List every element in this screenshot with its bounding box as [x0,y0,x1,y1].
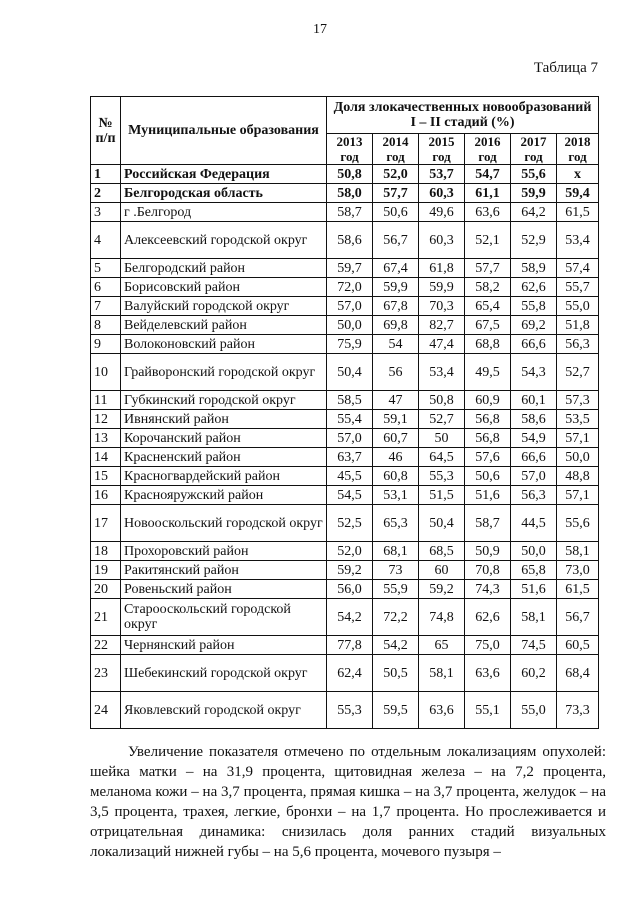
value-cell: х [557,165,599,184]
value-cell: 58,1 [419,655,465,692]
value-cell: 54 [373,335,419,354]
value-cell: 64,2 [511,203,557,222]
value-cell: 55,0 [557,297,599,316]
value-cell: 56 [373,354,419,391]
municipality-name: Красногвардейский район [121,467,327,486]
municipality-name: Белгородский район [121,259,327,278]
value-cell: 56,7 [557,599,599,636]
value-cell: 52,7 [557,354,599,391]
value-cell: 60,7 [373,429,419,448]
value-cell: 55,9 [373,580,419,599]
value-cell: 53,4 [419,354,465,391]
row-number: 3 [91,203,121,222]
value-cell: 82,7 [419,316,465,335]
municipality-name: Вейделевский район [121,316,327,335]
value-cell: 62,6 [465,599,511,636]
value-cell: 57,1 [557,429,599,448]
value-cell: 52,1 [465,222,511,259]
value-cell: 60 [419,561,465,580]
value-cell: 73 [373,561,419,580]
value-cell: 64,5 [419,448,465,467]
table-row [91,580,599,599]
municipality-name: Валуйский городской округ [121,297,327,316]
value-cell: 49,5 [465,354,511,391]
municipality-name: Чернянский район [121,636,327,655]
value-cell: 63,6 [465,655,511,692]
value-cell: 61,5 [557,580,599,599]
value-cell: 55,7 [557,278,599,297]
value-cell: 47 [373,391,419,410]
value-cell: 46 [373,448,419,467]
row-number: 14 [91,448,121,467]
table-row [91,486,599,505]
table-caption: Таблица 7 [533,60,598,76]
header-year: 2016 год [465,134,511,165]
value-cell: 62,6 [511,278,557,297]
row-number: 18 [91,542,121,561]
table-row [91,505,599,542]
value-cell: 61,5 [557,203,599,222]
value-cell: 54,3 [511,354,557,391]
value-cell: 56,0 [327,580,373,599]
value-cell: 59,2 [419,580,465,599]
value-cell: 47,4 [419,335,465,354]
value-cell: 60,3 [419,222,465,259]
table-row [91,165,599,184]
paragraph-text: Увеличение показателя отмечено по отдельным локализациям опухолей: шейка матки – на 31,9 процента, щитовидная железа – на 7,2 процента, меланома кожи – на 3,7 процента, прямая кишка – на 3,7 процента, желудок – на 3,5 процента, трахея, легкие, бронхи – на 1,7 процента. Но прослеживается и отрицательная динамика: снизилась доля ранних стадий визуальных локализаций нижней губы – на 5,6 процента, мочевого пузыря – [90,744,606,860]
value-cell: 58,6 [327,222,373,259]
table-row [91,278,599,297]
municipality-name: Российская Федерация [121,165,327,184]
value-cell: 74,8 [419,599,465,636]
municipality-name: Волоконовский район [121,335,327,354]
page-number: 17 [313,22,327,37]
value-cell: 72,2 [373,599,419,636]
value-cell: 54,2 [373,636,419,655]
header-year: 2013 год [327,134,373,165]
value-cell: 72,0 [327,278,373,297]
value-cell: 50,6 [465,467,511,486]
value-cell: 67,4 [373,259,419,278]
value-cell: 50,8 [327,165,373,184]
value-cell: 63,6 [419,692,465,729]
table-row [91,335,599,354]
row-number: 23 [91,655,121,692]
value-cell: 52,0 [373,165,419,184]
table-row [91,655,599,692]
value-cell: 54,7 [465,165,511,184]
value-cell: 61,8 [419,259,465,278]
value-cell: 65,3 [373,505,419,542]
row-number: 15 [91,467,121,486]
value-cell: 58,0 [327,184,373,203]
value-cell: 73,3 [557,692,599,729]
value-cell: 57,1 [557,486,599,505]
value-cell: 63,6 [465,203,511,222]
value-cell: 52,5 [327,505,373,542]
value-cell: 59,7 [327,259,373,278]
value-cell: 70,3 [419,297,465,316]
municipality-name: Борисовский район [121,278,327,297]
value-cell: 49,6 [419,203,465,222]
value-cell: 69,2 [511,316,557,335]
value-cell: 50,9 [465,542,511,561]
value-cell: 77,8 [327,636,373,655]
municipality-name: Шебекинский городской округ [121,655,327,692]
header-group: Доля злокачественных новообразований I – II стадий (%) [327,97,599,134]
value-cell: 52,0 [327,542,373,561]
municipality-name: Грайворонский городской округ [121,354,327,391]
value-cell: 59,4 [557,184,599,203]
value-cell: 55,6 [557,505,599,542]
row-number: 6 [91,278,121,297]
municipality-name: Прохоровский район [121,542,327,561]
value-cell: 68,1 [373,542,419,561]
value-cell: 58,6 [511,410,557,429]
value-cell: 74,3 [465,580,511,599]
value-cell: 55,3 [419,467,465,486]
value-cell: 66,6 [511,448,557,467]
value-cell: 50 [419,429,465,448]
row-number: 10 [91,354,121,391]
value-cell: 60,5 [557,636,599,655]
value-cell: 65,4 [465,297,511,316]
municipality-name: Белгородская область [121,184,327,203]
value-cell: 56,3 [511,486,557,505]
value-cell: 53,1 [373,486,419,505]
value-cell: 62,4 [327,655,373,692]
row-number: 16 [91,486,121,505]
municipality-name: Яковлевский городской округ [121,692,327,729]
value-cell: 50,4 [419,505,465,542]
value-cell: 60,8 [373,467,419,486]
value-cell: 56,8 [465,429,511,448]
table-row [91,354,599,391]
table-row [91,561,599,580]
table-row [91,467,599,486]
value-cell: 57,7 [373,184,419,203]
value-cell: 50,0 [327,316,373,335]
value-cell: 52,9 [511,222,557,259]
value-cell: 48,8 [557,467,599,486]
table-row [91,692,599,729]
value-cell: 54,2 [327,599,373,636]
value-cell: 50,4 [327,354,373,391]
row-number: 21 [91,599,121,636]
header-year: 2018 год [557,134,599,165]
table-row [91,599,599,636]
value-cell: 44,5 [511,505,557,542]
value-cell: 55,1 [465,692,511,729]
header-number: № п/п [91,97,121,165]
value-cell: 55,0 [511,692,557,729]
municipality-name: Алексеевский городской округ [121,222,327,259]
value-cell: 50,6 [373,203,419,222]
value-cell: 50,0 [511,542,557,561]
value-cell: 57,0 [327,297,373,316]
value-cell: 69,8 [373,316,419,335]
body-paragraph [90,742,606,862]
municipality-name: г .Белгород [121,203,327,222]
value-cell: 57,3 [557,391,599,410]
table-row [91,636,599,655]
row-number: 11 [91,391,121,410]
table-row [91,184,599,203]
value-cell: 57,6 [465,448,511,467]
value-cell: 75,9 [327,335,373,354]
value-cell: 60,1 [511,391,557,410]
row-number: 19 [91,561,121,580]
value-cell: 67,5 [465,316,511,335]
table-row [91,542,599,561]
table-row [91,222,599,259]
header-year: 2015 год [419,134,465,165]
value-cell: 55,4 [327,410,373,429]
value-cell: 65 [419,636,465,655]
municipality-name: Губкинский городской округ [121,391,327,410]
value-cell: 68,5 [419,542,465,561]
table-row [91,316,599,335]
row-number: 7 [91,297,121,316]
value-cell: 59,9 [419,278,465,297]
row-number: 22 [91,636,121,655]
municipality-name: Старооскольский городской округ [121,599,327,636]
value-cell: 51,5 [419,486,465,505]
value-cell: 66,6 [511,335,557,354]
header-year: 2017 год [511,134,557,165]
value-cell: 60,3 [419,184,465,203]
value-cell: 54,5 [327,486,373,505]
value-cell: 58,7 [465,505,511,542]
header-municipality: Муниципальные образования [121,97,327,165]
municipality-name: Ивнянский район [121,410,327,429]
value-cell: 57,0 [511,467,557,486]
row-number: 4 [91,222,121,259]
value-cell: 53,5 [557,410,599,429]
row-number: 24 [91,692,121,729]
value-cell: 55,6 [511,165,557,184]
row-number: 1 [91,165,121,184]
municipality-name: Корочанский район [121,429,327,448]
value-cell: 55,3 [327,692,373,729]
value-cell: 60,9 [465,391,511,410]
data-table [90,96,599,729]
table-row [91,259,599,278]
value-cell: 59,9 [373,278,419,297]
value-cell: 53,4 [557,222,599,259]
value-cell: 51,6 [465,486,511,505]
value-cell: 65,8 [511,561,557,580]
value-cell: 58,2 [465,278,511,297]
value-cell: 56,3 [557,335,599,354]
municipality-name: Ракитянский район [121,561,327,580]
table-row [91,203,599,222]
municipality-name: Новооскольский городской округ [121,505,327,542]
value-cell: 74,5 [511,636,557,655]
value-cell: 57,7 [465,259,511,278]
row-number: 2 [91,184,121,203]
value-cell: 51,6 [511,580,557,599]
row-number: 12 [91,410,121,429]
value-cell: 60,2 [511,655,557,692]
row-number: 13 [91,429,121,448]
value-cell: 56,7 [373,222,419,259]
table-row [91,297,599,316]
municipality-name: Краснояружский район [121,486,327,505]
value-cell: 55,8 [511,297,557,316]
value-cell: 59,1 [373,410,419,429]
row-number: 20 [91,580,121,599]
table-row [91,448,599,467]
value-cell: 59,5 [373,692,419,729]
value-cell: 58,1 [557,542,599,561]
value-cell: 67,8 [373,297,419,316]
table-row [91,391,599,410]
value-cell: 61,1 [465,184,511,203]
value-cell: 58,1 [511,599,557,636]
value-cell: 75,0 [465,636,511,655]
value-cell: 56,8 [465,410,511,429]
value-cell: 50,0 [557,448,599,467]
value-cell: 68,4 [557,655,599,692]
value-cell: 58,7 [327,203,373,222]
value-cell: 52,7 [419,410,465,429]
value-cell: 51,8 [557,316,599,335]
municipality-name: Ровеньский район [121,580,327,599]
municipality-name: Красненский район [121,448,327,467]
row-number: 5 [91,259,121,278]
value-cell: 70,8 [465,561,511,580]
header-year: 2014 год [373,134,419,165]
value-cell: 57,4 [557,259,599,278]
value-cell: 58,9 [511,259,557,278]
table-row [91,429,599,448]
value-cell: 57,0 [327,429,373,448]
value-cell: 50,5 [373,655,419,692]
value-cell: 59,2 [327,561,373,580]
value-cell: 53,7 [419,165,465,184]
value-cell: 54,9 [511,429,557,448]
value-cell: 68,8 [465,335,511,354]
table-row [91,410,599,429]
value-cell: 50,8 [419,391,465,410]
value-cell: 63,7 [327,448,373,467]
value-cell: 73,0 [557,561,599,580]
value-cell: 58,5 [327,391,373,410]
row-number: 9 [91,335,121,354]
value-cell: 59,9 [511,184,557,203]
row-number: 8 [91,316,121,335]
value-cell: 45,5 [327,467,373,486]
row-number: 17 [91,505,121,542]
